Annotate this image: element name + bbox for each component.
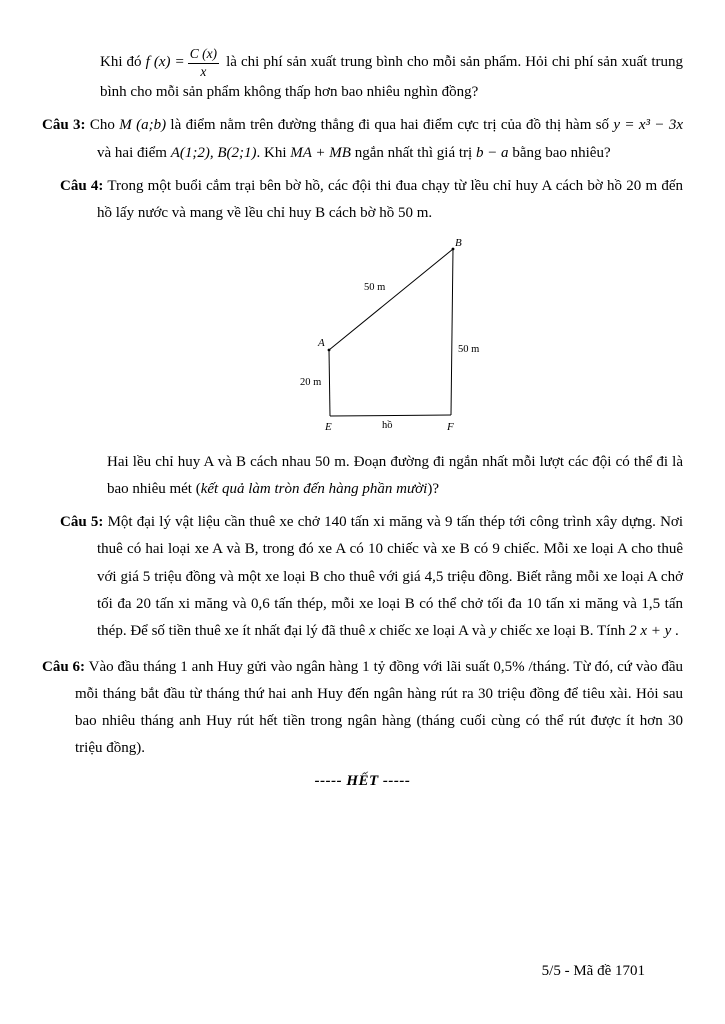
edge-ae — [329, 350, 330, 416]
math-segment: y — [489, 623, 497, 640]
text-segment: là chi phí sản xuất trung bình cho mỗi sản phẩm. Hỏi chi phí sản xuất trung bình cho mỗi sản phẩm không thấp hơn bao nhiêu nghìn đồng? — [100, 53, 684, 101]
vertex-label-b: B — [455, 237, 462, 249]
end-marker: ----- HẾT ----- — [314, 772, 411, 789]
text-segment: chiếc xe loại B. Tính — [496, 623, 630, 640]
question-4-label: Câu 4: — [60, 177, 104, 194]
vertex-label-e: E — [325, 420, 332, 433]
question-3 — [42, 112, 683, 167]
question-6-label: Câu 6: — [42, 658, 86, 675]
intro-paragraph — [100, 46, 683, 106]
math-segment: x — [369, 623, 376, 640]
text-segment: bằng bao nhiêu? — [508, 144, 611, 161]
math-segment: b − a — [475, 144, 509, 161]
text-segment: và hai điểm — [97, 144, 171, 161]
text-segment: Một đại lý vật liệu cần thuê xe chở 140 tấn xi măng và 9 tấn thép tới công trình xây dựng. Nơi thuê có hai loại xe A và B, trong đó xe A có 10 chiếc và xe B có 9 chiếc. Mỗi xe loại A cho thuê với giá 5 triệu đồng và một xe loại B cho thuê với giá 4,5 triệu đồng. Biết rằng mỗi xe loại A chở tối đa 20 tấn xi măng và 0,6 tấn thép, mỗi xe loại B có thể chở tối đa 10 tấn xi măng và 1,5 tấn thép. Để số tiền thuê xe ít nhất đại lý đã thuê — [97, 514, 683, 640]
vertex-label-a: A — [318, 336, 325, 349]
edge-label-ae: 20 m — [300, 376, 322, 388]
page-footer: 5/5 - Mã đề 1701 — [541, 963, 645, 979]
text-segment: )? — [427, 480, 439, 497]
fraction — [188, 46, 219, 79]
question-5 — [60, 509, 683, 645]
edge-ab — [329, 249, 453, 350]
point-b — [452, 247, 455, 250]
edge-ef — [330, 415, 451, 416]
question-5-label: Câu 5: — [60, 514, 104, 531]
lake-diagram — [298, 238, 683, 443]
edge-label-ef: hồ — [382, 419, 393, 431]
edge-label-ab: 50 m — [364, 281, 386, 293]
fraction-denominator: x — [200, 63, 207, 79]
vertex-label-f: F — [447, 420, 454, 433]
question-4 — [60, 173, 683, 228]
question-4-followup — [107, 449, 683, 504]
math-segment: MA + MB — [290, 144, 351, 161]
question-3-label: Câu 3: — [42, 117, 86, 134]
text-segment: Cho — [85, 117, 120, 134]
question-6 — [42, 654, 683, 763]
text-segment: . Khi — [256, 144, 291, 161]
text-segment: chiếc xe loại A và — [375, 623, 490, 640]
edge-bf — [451, 249, 453, 415]
math-segment: y = x³ − 3x — [613, 117, 683, 134]
text-segment: ngắn nhất thì giá trị — [350, 144, 476, 161]
text-segment: Hai lều chỉ huy A và B cách nhau 50 m. Đoạn đường đi ngắn nhất mỗi lượt các đội có thể đi là bao nhiêu mét ( — [107, 453, 683, 497]
text-segment: . — [671, 623, 679, 640]
point-a — [328, 348, 331, 351]
math-segment: 2 x + y — [629, 623, 672, 640]
formula-lhs: f (x) = — [145, 53, 185, 70]
text-segment: Vào đầu tháng 1 anh Huy gửi vào ngân hàng 1 tỷ đồng với lãi suất 0,5% /tháng. Từ đó, cứ vào đầu mỗi tháng bắt đầu từ tháng thứ hai anh Huy đến ngân hàng rút ra 30 triệu đồng để tiêu xài. Hỏi sau bao nhiêu tháng anh Huy rút hết tiền trong ngân hàng (tháng cuối cùng có thể rút được ít hơn 30 triệu đồng). — [75, 658, 684, 757]
math-segment: M (a;b) — [119, 117, 167, 134]
text-segment: Khi đó — [100, 53, 146, 70]
math-segment: A(1;2), B(2;1) — [170, 144, 257, 161]
italic-segment: kết quả làm tròn đến hàng phần mười — [200, 480, 428, 497]
text-segment: là điểm nằm trên đường thẳng đi qua hai điểm cực trị của đồ thị hàm số — [166, 117, 614, 134]
lake-diagram-svg — [298, 238, 528, 438]
text-segment: Trong một buổi cắm trại bên bờ hồ, các đội thi đua chạy từ lều chỉ huy A cách bờ hồ 20 m đến hồ lấy nước và mang về lều chỉ huy B cách bờ hồ 50 m. — [97, 177, 683, 222]
fraction-numerator: C (x) — [188, 46, 219, 64]
edge-label-bf: 50 m — [458, 343, 480, 355]
